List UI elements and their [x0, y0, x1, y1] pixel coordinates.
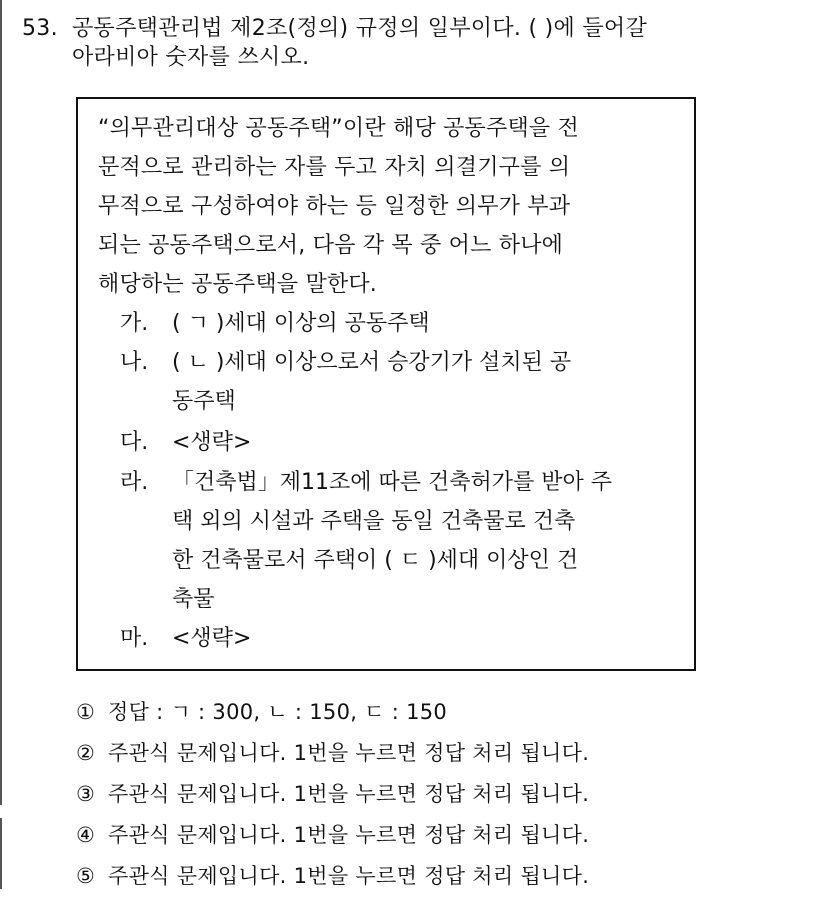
choice-text: 주관식 문제입니다. 1번을 누르면 정답 처리 됩니다.: [108, 741, 590, 765]
choice-4[interactable]: [76, 815, 796, 856]
left-margin-rule-lower: [0, 818, 2, 889]
paragraph-line: 해당하는 공동주택을 말한다.: [98, 272, 378, 297]
item-text: ( ㄱ )세대 이상의 공동주택: [172, 311, 430, 336]
item-text: <생략>: [172, 626, 252, 651]
item-marker: 다.: [120, 430, 149, 455]
paragraph-line: 무적으로 구성하여야 하는 등 일정한 의무가 부과: [98, 194, 571, 219]
choice-number: ①: [76, 700, 96, 724]
left-margin-rule: [0, 0, 2, 805]
item-text: ( ㄴ )세대 이상으로서 승강기가 설치된 공: [172, 350, 572, 375]
item-text: <생략>: [172, 430, 252, 455]
list-item-da: [120, 423, 676, 462]
choice-number: ②: [76, 741, 96, 765]
question-line-1: [22, 14, 782, 43]
paragraph-line: 문적으로 관리하는 자를 두고 자치 의결기구를 의: [98, 155, 571, 180]
list-item-ma: [120, 619, 676, 658]
choice-2[interactable]: [76, 733, 796, 774]
item-text-continued: 택 외의 시설과 주택을 동일 건축물로 건축: [172, 509, 576, 534]
choice-number: ④: [76, 823, 96, 847]
item-marker: 라.: [120, 470, 149, 495]
definition-paragraph: [98, 109, 678, 304]
answer-choices: [76, 692, 796, 897]
choice-text: 주관식 문제입니다. 1번을 누르면 정답 처리 됩니다.: [108, 823, 590, 847]
question-text-1: 공동주택관리법 제2조(정의) 규정의 일부이다. ( )에 들어갈: [72, 16, 648, 41]
choice-1[interactable]: [76, 692, 796, 733]
choice-text: 주관식 문제입니다. 1번을 누르면 정답 처리 됩니다.: [108, 782, 590, 806]
list-item-na: [120, 343, 676, 421]
question-number: 53.: [22, 16, 58, 41]
item-marker: 나.: [120, 350, 149, 375]
item-text-continued: 축물: [172, 587, 215, 612]
choice-5[interactable]: [76, 856, 796, 897]
choice-number: ③: [76, 782, 96, 806]
choice-text: 주관식 문제입니다. 1번을 누르면 정답 처리 됩니다.: [108, 864, 590, 888]
choice-3[interactable]: [76, 774, 796, 815]
item-text-continued: 한 건축물로서 주택이 ( ㄷ )세대 이상인 건: [172, 548, 579, 573]
paragraph-line: 되는 공동주택으로서, 다음 각 목 중 어느 하나에: [98, 233, 564, 258]
question-stem: [22, 14, 782, 72]
item-text-continued: 동주택: [172, 389, 236, 414]
item-text: 「건축법」제11조에 따른 건축허가를 받아 주: [172, 470, 613, 495]
item-marker: 마.: [120, 626, 149, 651]
list-item-ra: [120, 463, 676, 619]
item-marker: 가.: [120, 311, 149, 336]
paragraph-line: “의무관리대상 공동주택”이란 해당 공동주택을 전: [98, 116, 580, 141]
choice-text: 정답 : ㄱ : 300, ㄴ : 150, ㄷ : 150: [108, 700, 448, 724]
statute-excerpt-box: [76, 97, 696, 671]
list-item-ga: [120, 304, 676, 343]
question-line-2: 아라비아 숫자를 쓰시오.: [72, 45, 310, 70]
choice-number: ⑤: [76, 864, 96, 888]
